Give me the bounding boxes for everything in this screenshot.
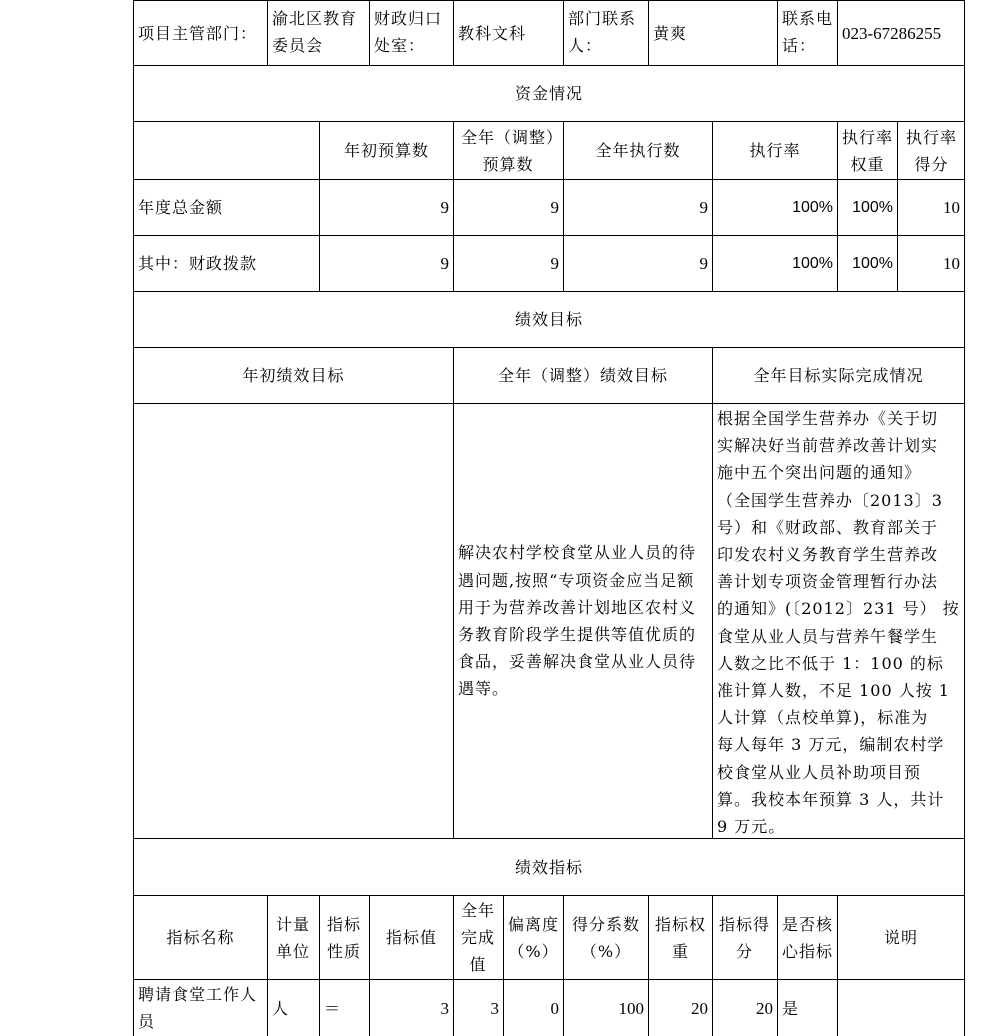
funds-col-initial-budget: 年初预算数 [343, 141, 429, 160]
goals-actual-line: 9 万元。 [717, 817, 786, 837]
goals-actual-line: 人计算（点校单算)，标准为 [717, 708, 929, 728]
funds-col-score: 执行率得分 [905, 127, 957, 174]
ind-row-value: 3 [440, 998, 449, 1018]
ind-col-nature: 指标性质 [326, 914, 361, 961]
goals-actual-line: 施中五个突出问题的通知》 [717, 463, 922, 483]
ind-row-name: 聘请食堂工作人员 [138, 985, 258, 1031]
dept-label: 项目主管部门： [138, 23, 258, 43]
ind-col-name: 指标名称 [166, 928, 235, 947]
goals-actual-line: 的通知》(〔2012〕231 号） 按 [717, 599, 960, 619]
goals-actual-line: 人数之比不低于 1：100 的标 [717, 653, 944, 673]
goals-actual-line: 每人每年 3 万元，编制农村学 [717, 735, 945, 755]
funds-row-executed: 9 [699, 254, 708, 273]
funds-col-rate: 执行率 [749, 141, 801, 160]
funds-row-adjusted: 9 [550, 254, 559, 273]
phone-label: 联系电话： [782, 9, 834, 55]
dept-value: 渝北区教育委员会 [272, 9, 358, 55]
ind-col-note: 说明 [883, 928, 918, 947]
ind-row-unit: 人 [272, 998, 289, 1018]
funds-row-executed: 9 [699, 198, 708, 217]
funds-col-weight: 执行率权重 [841, 127, 893, 174]
ind-col-value: 指标值 [385, 928, 437, 947]
grid-line [964, 0, 965, 1036]
ind-row-completed: 3 [490, 998, 499, 1018]
ind-col-core: 是否核心指标 [781, 914, 833, 961]
funds-row-label: 年度总金额 [138, 198, 224, 217]
funds-row-weight: 100% [852, 255, 893, 272]
goals-actual-line: 号）和《财政部、教育部关于 [717, 517, 939, 537]
funds-section-title: 资金情况 [514, 84, 583, 103]
ind-row-score: 20 [756, 998, 773, 1018]
goals-actual-line: 善计划专项资金管理暂行办法 [717, 572, 939, 592]
goals-actual-line: 印发农村义务教育学生营养改 [717, 545, 939, 565]
goals-actual-text [713, 405, 964, 837]
ind-row-nature: ＝ [324, 998, 341, 1018]
funds-row-initial: 9 [440, 198, 449, 217]
funds-col-adjusted-budget: 全年（调整）预算数 [460, 127, 555, 174]
ind-row-core: 是 [782, 998, 799, 1018]
goals-col-adjusted: 全年（调整）绩效目标 [497, 366, 668, 385]
goals-actual-line: 算。我校本年预算 3 人，共计 [717, 789, 945, 809]
funds-row-weight: 100% [852, 199, 893, 216]
goals-adjusted-text: 解决农村学校食堂从业人员的待遇问题,按照“专项资金应当足额用于为营养改善计划地区农村义务教育阶段学生提供等值优质的食品，妥善解决食堂从业人员待遇等。 [458, 543, 697, 699]
goals-actual-line: 根据全国学生营养办《关于切 [717, 409, 939, 428]
contact-person-value: 黄爽 [653, 23, 688, 43]
ind-col-deviation: 偏离度（%） [507, 914, 559, 961]
funds-row-rate: 100% [792, 199, 833, 216]
funds-col-executed: 全年执行数 [595, 141, 681, 160]
goals-initial-text [134, 404, 453, 838]
goals-col-initial: 年初绩效目标 [242, 366, 345, 385]
goals-section-title: 绩效目标 [514, 310, 583, 329]
funds-row-label: 其中：财政拨款 [138, 254, 258, 273]
goals-actual-line: （全国学生营养办〔2013〕3 [717, 490, 943, 510]
funds-row-initial: 9 [440, 254, 449, 273]
goals-actual-line: 食堂从业人员与营养午餐学生 [717, 626, 939, 646]
ind-col-weight: 指标权重 [654, 914, 706, 961]
ind-row-note [838, 980, 964, 1036]
ind-row-deviation: 0 [550, 998, 559, 1018]
phone-value: 023-67286255 [842, 23, 942, 43]
funds-row-score: 10 [943, 254, 960, 273]
ind-row-coef: 100 [618, 998, 644, 1018]
ind-col-coef: 得分系数（%） [571, 914, 640, 961]
funds-row-score: 10 [943, 198, 960, 217]
goals-actual-line: 实解决好当前营养改善计划实 [717, 436, 939, 456]
goals-col-actual: 全年目标实际完成情况 [753, 366, 924, 385]
ind-col-unit: 计量单位 [275, 914, 310, 961]
goals-actual-line: 准计算人数，不足 100 人按 1 [717, 681, 950, 701]
ind-row-weight: 20 [691, 998, 708, 1018]
indicators-section-title: 绩效指标 [514, 857, 583, 877]
goals-actual-line: 校食堂从业人员补助项目预 [717, 762, 922, 782]
funds-row-adjusted: 9 [550, 198, 559, 217]
goals-adjusted-text-cell [454, 404, 712, 838]
finance-office-value: 教科文科 [458, 23, 527, 43]
ind-col-score: 指标得分 [718, 914, 770, 961]
finance-office-label: 财政归口处室： [374, 9, 443, 55]
contact-person-label: 部门联系人： [568, 9, 637, 55]
funds-row-rate: 100% [792, 255, 833, 272]
ind-col-completed: 全年完成值 [460, 901, 495, 974]
